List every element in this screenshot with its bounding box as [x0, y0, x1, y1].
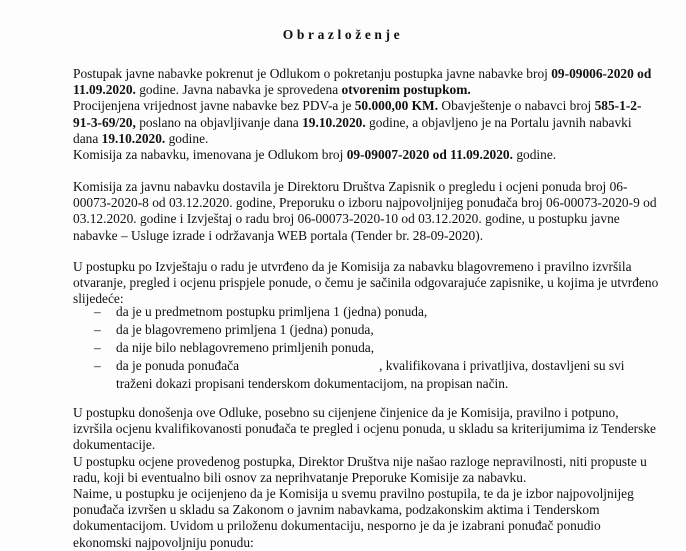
text-line: dokumentacije. [73, 437, 156, 453]
paragraph-findings-intro [73, 259, 665, 308]
paragraph-decision-reasoning [73, 405, 665, 551]
text-line: Komisija za nabavku, imenovana je Odlukom broj 09-09007-2020 od 11.09.2020. godine. [73, 147, 557, 163]
redacted-gap [239, 357, 379, 375]
document-title: Obrazloženje [282, 27, 404, 42]
dash-bullet: – [94, 358, 101, 373]
dash-bullet: – [94, 304, 101, 319]
text-line: slijedeće: [73, 291, 124, 307]
text-line: Naime, u postupku je ocijenjeno da je Komisija u svemu pravilno postupila, te da je izbor najpovoljnijeg [73, 486, 634, 502]
text-line: U postupku ocjene provedenog postupka, Direktor Društva nije našao razloge nepravilnosti, niti propuste u [73, 453, 647, 469]
list-item: – da nije bilo neblagovremeno primljenih ponuda, [94, 340, 375, 355]
list-item: – da je u predmetnom postupku primljena 1 (jedna) ponuda, [94, 304, 428, 319]
text-line: ekonomski najpovoljniju ponudu: [73, 534, 254, 550]
paragraph-commission-report [73, 179, 665, 244]
paragraph-procurement-info [73, 66, 665, 163]
list-item-continuation: traženi dokazi propisani tenderskom dokumentacijom, na propisan način. [116, 376, 509, 391]
text-line: ponuđača izvršen u skladu sa Zakonom o javnim nabavkama, podzakonskim aktima i Tenderskom [73, 502, 600, 518]
text-line: dana 19.10.2020. godine. [73, 130, 209, 146]
text-line: Postupak javne nabavke pokrenut je Odlukom o pokretanju postupka javne nabavke broj 09-09006-2020 od [73, 66, 652, 81]
text-line: radu, koji bi eventualno bili osnov za neprihvatanje Preporuke Komisije za nabavku. [73, 469, 527, 485]
text-line: nabavke – Usluge izrade i održavanja WEB portala (Tender br. 28-09-2020). [73, 227, 484, 243]
dash-bullet: – [94, 322, 101, 337]
list-item: – da je blagovremeno primljena 1 (jedna) ponuda, [94, 322, 374, 337]
list-item: – da je ponuda ponuđača , kvalifikovana i privatljiva, dostavljeni su svi [94, 358, 625, 373]
text-line: 00073-2020-8 od 03.12.2020. godine, Preporuku o izboru najpovoljnijeg ponuđača broj 06-00073-2020-9 od [73, 195, 657, 211]
text-line: 11.09.2020. godine. Javna nabavka je sprovedena otvorenim postupkom. [73, 82, 471, 98]
text-line: otvaranje, pregled i ocjenu prispjele ponude, o čemu je sačinila odgovarajuće zapisnike, u kojima je utvrđeno [73, 275, 659, 291]
text-line: dokumentacijom. Uvidom u priloženu dokumentaciju, nesporno je da je izabrani ponuđač ponudio [73, 518, 601, 534]
text-line: 91-3-69/20, poslano na objavljivanje dana 19.10.2020. godine, a objavljeno je na Portalu javnih nabavki [73, 114, 632, 130]
findings-list [94, 303, 664, 393]
text-line: U postupku donošenja ove Odluke, posebno su cijenjene činjenice da je Komisija, pravilno i potpuno, [73, 405, 619, 420]
text-line: U postupku po Izvještaju o radu je utvrđeno da je Komisija za nabavku blagovremeno i pravilno izvršila [73, 259, 632, 274]
text-line: izvršila ocjenu kvalifikovanosti ponuđača te pregled i ocjenu ponuda, u skladu sa kriterijumima iz Tenderske [73, 421, 656, 437]
text-line: Komisija za javnu nabavku dostavila je Direktoru Društva Zapisnik o pregledu i ocjeni ponuda broj 06- [73, 179, 628, 194]
text-line: 03.12.2020. godine i Izvještaj o radu broj 06-00073-2020-10 od 03.12.2020. godine, u postupku javne [73, 211, 620, 227]
dash-bullet: – [94, 340, 101, 355]
text-line: Procijenjena vrijednost javne nabavke bez PDV-a je 50.000,00 KM. Obavještenje o nabavci broj 585-1-2- [73, 98, 642, 114]
